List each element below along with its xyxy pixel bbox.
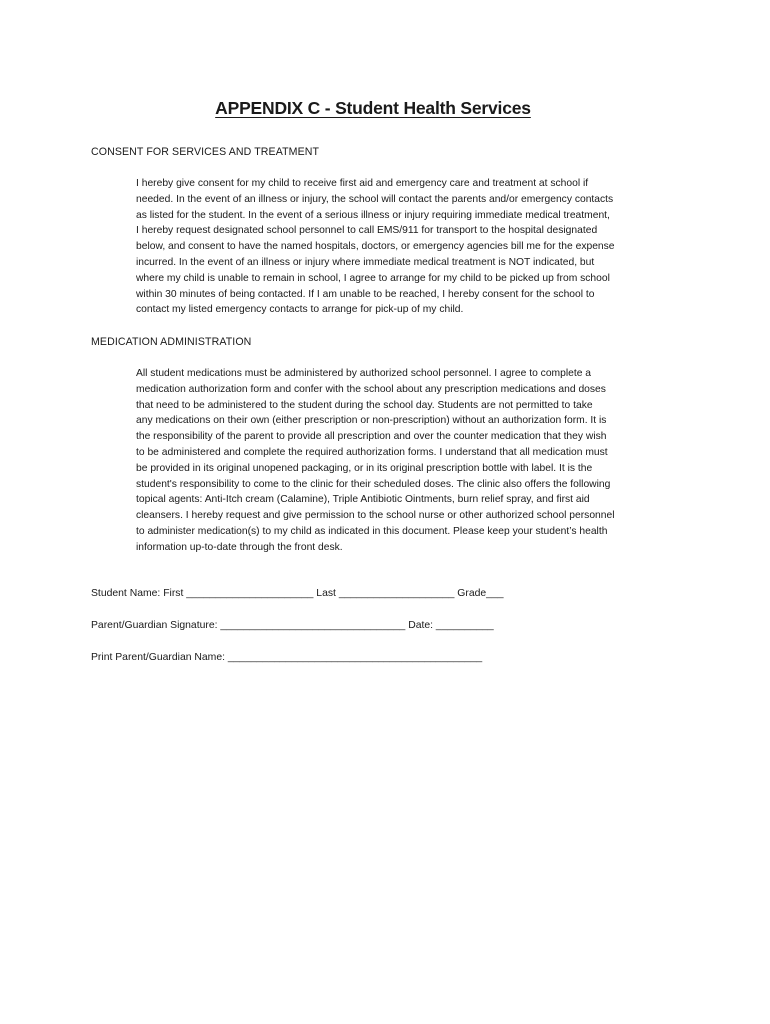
medication-line: topical agents: Anti-Itch cream (Calamine), Triple Antibiotic Ointments, burn relief spray, and first aid [136, 494, 590, 506]
student-name-field[interactable]: Student Name: First ______________________ Last ____________________ Grade___ [91, 588, 504, 599]
medication-line: information up-to-date through the front desk. [136, 541, 343, 553]
medication-line: All student medications must be administered by authorized school personnel. I agree to complete a [136, 368, 592, 379]
consent-line: as listed for the student. In the event of a serious illness or injury requiring immediate medical treatment, [136, 209, 610, 221]
medication-line: that need to be administered to the student during the school day. Students are not permitted to take [136, 399, 593, 411]
medication-line: be provided in its original unopened packaging, or in its original prescription bottle with label. It is the [136, 462, 593, 474]
consent-line: within 30 minutes of being contacted. If I am unable to be reached, I hereby consent for the school to [136, 288, 595, 300]
consent-line: below, and consent to have the named hospitals, doctors, or emergency agencies bill me for the expense [136, 241, 615, 253]
consent-line: needed. In the event of an illness or injury, the school will contact the parents and/or emergency contacts [136, 193, 614, 205]
consent-line: incurred. In the event of an illness or injury where immediate medical treatment is NOT indicated, but [136, 256, 595, 268]
medication-line: any medications on their own (either prescription or non-prescription) without an authorization form. It is [136, 415, 607, 427]
consent-line: where my child is unable to remain in school, I agree to arrange for my child to be picked up from school [136, 272, 610, 284]
medication-line: medication authorization form and confer with the school about any prescription medications and doses [136, 383, 606, 395]
medication-paragraph [136, 366, 696, 556]
consent-line: I hereby request designated school personnel to call EMS/911 for transport to the hospital designated [136, 225, 598, 237]
medication-line: to administer medication(s) to my child as indicated in this document. Please keep your student’s health [136, 525, 608, 537]
medication-heading: MEDICATION ADMINISTRATION [91, 336, 252, 348]
document-title: APPENDIX C - Student Health Services [215, 98, 531, 118]
consent-line: I hereby give consent for my child to receive first aid and emergency care and treatment at school if [136, 178, 589, 189]
guardian-signature-field[interactable]: Parent/Guardian Signature: ________________________________ Date: __________ [91, 620, 494, 631]
medication-line: to be administered and complete the required authorization forms. I understand that all medication must [136, 446, 608, 458]
consent-heading: CONSENT FOR SERVICES AND TREATMENT [91, 146, 320, 158]
medication-line: student's responsibility to come to the clinic for their scheduled doses. The clinic also offers the following [136, 478, 611, 490]
medication-line: the responsibility of the parent to provide all prescription and over the counter medication that they wish [136, 431, 607, 443]
consent-line: contact my listed emergency contacts to arrange for pick-up of my child. [136, 304, 464, 316]
medication-line: cleansers. I hereby request and give permission to the school nurse or other authorized school personnel [136, 510, 615, 522]
consent-paragraph [136, 176, 696, 318]
print-guardian-name-field[interactable]: Print Parent/Guardian Name: ____________________________________________ [91, 652, 483, 663]
